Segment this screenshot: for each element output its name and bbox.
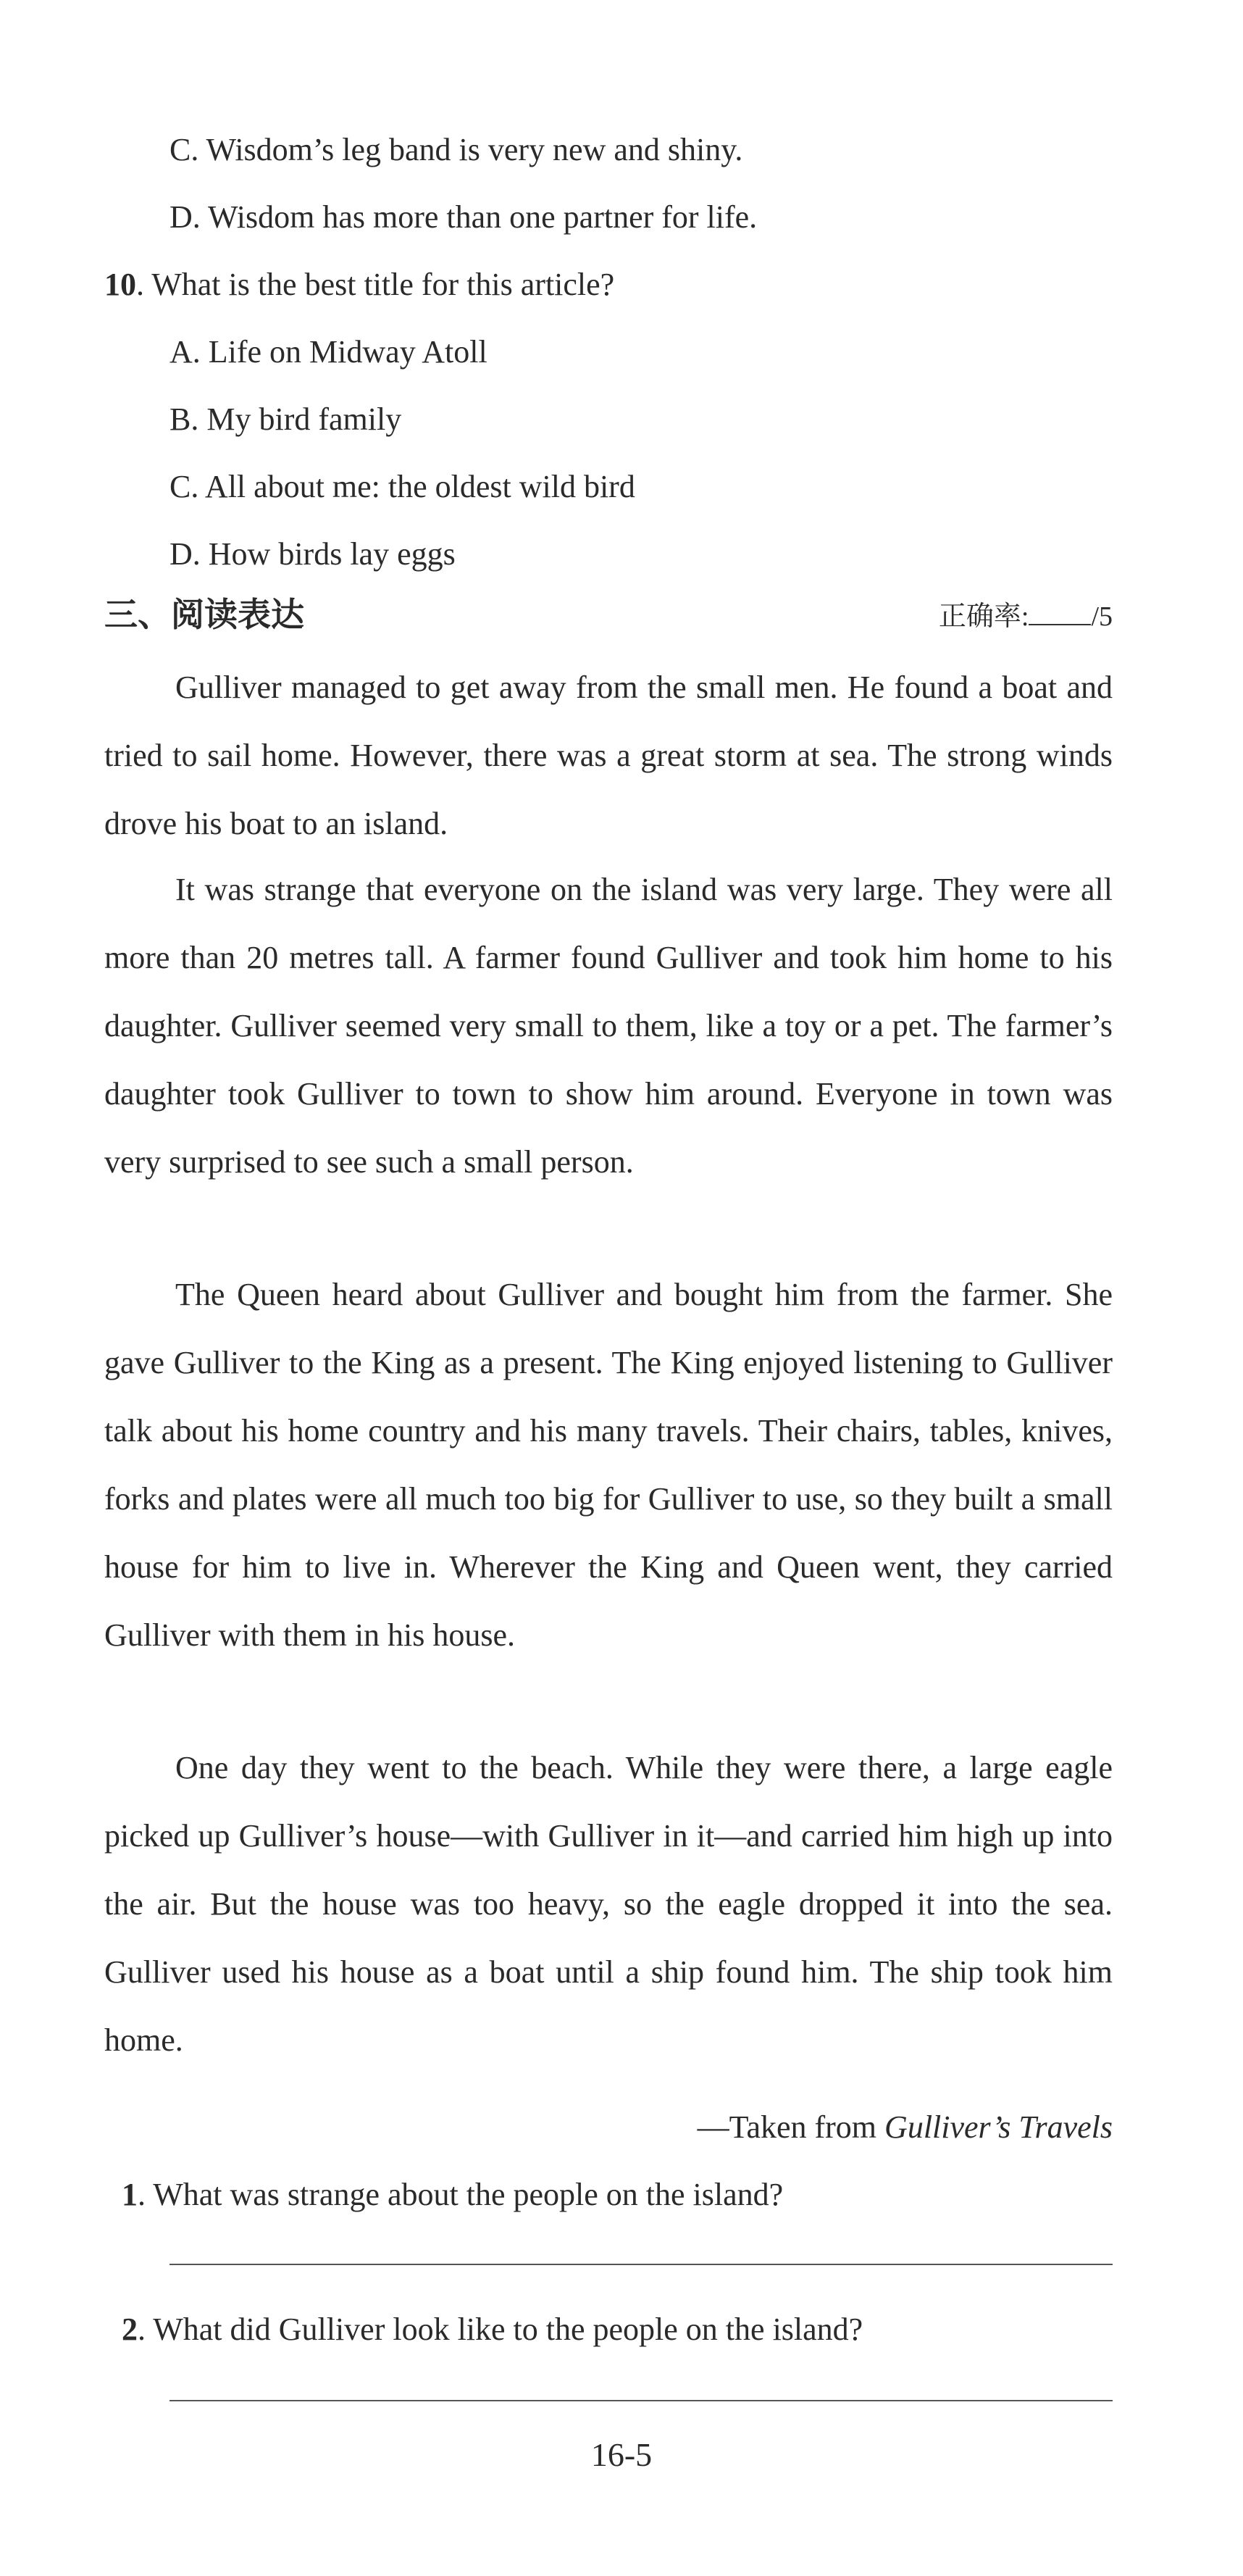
option-d: D. How birds lay eggs [170,536,456,572]
question-text: . What is the best title for this article? [136,267,615,302]
book-title: Gulliver’s Travels [884,2109,1113,2145]
section-title: 三、阅读表达 [104,595,304,634]
source-prefix: —Taken from [697,2109,885,2145]
source-citation [698,2106,1113,2149]
passage-paragraph-1: Gulliver managed to get away from the small men. He found a boat and tried to sail home. However, there was a great storm at sea. The strong winds drove his boat to an island. [104,670,1113,841]
question-text: . What was strange about the people on the island? [138,2177,784,2212]
question-text: . What did Gulliver look like to the people on the island? [138,2312,863,2347]
question-10 [104,263,614,307]
rate-blank[interactable] [1029,599,1091,625]
answer-line-2[interactable] [170,2400,1113,2401]
option-d: D. Wisdom has more than one partner for life. [170,199,758,235]
question-number: 10 [104,267,136,302]
option-c: C. Wisdom’s leg band is very new and shiny. [170,132,743,167]
rate-total: /5 [1091,601,1113,632]
question-2 [122,2308,863,2351]
option-a: A. Life on Midway Atoll [170,334,487,370]
passage-paragraph-3: The Queen heard about Gulliver and bought him from the farmer. She gave Gulliver to the King as a present. The King enjoyed listening to Gulliver talk about his home country and his many travels. Their chairs, tables, knives, forks and plates were all much too big for Gulliver to use, so they built a small house for him to live in. Wherever the King and Queen went, they carried Gulliver with them in his house. [104,1277,1113,1653]
question-1 [122,2173,783,2217]
question-number: 2 [122,2312,138,2347]
accuracy-rate [939,599,1113,635]
option-c: C. All about me: the oldest wild bird [170,469,635,504]
answer-line-1[interactable] [170,2264,1113,2265]
passage-paragraph-4: One day they went to the beach. While they were there, a large eagle picked up Gulliver’s house—with Gulliver in it—and carried him high up into the air. But the house was too heavy, so the eagle dropped it into the sea. Gulliver used his house as a boat until a ship found him. The ship took him home. [104,1750,1113,2058]
question-number: 1 [122,2177,138,2212]
option-b: B. My bird family [170,401,402,437]
passage-paragraph-2: It was strange that everyone on the island was very large. They were all more than 20 metres tall. A farmer found Gulliver and took him home to his daughter. Gulliver seemed very small to them, like a toy or a pet. The farmer’s daughter took Gulliver to town to show him around. Everyone in town was very surprised to see such a small person. [104,872,1113,1180]
page-number: 16-5 [590,2436,653,2473]
rate-label: 正确率: [938,601,1029,632]
